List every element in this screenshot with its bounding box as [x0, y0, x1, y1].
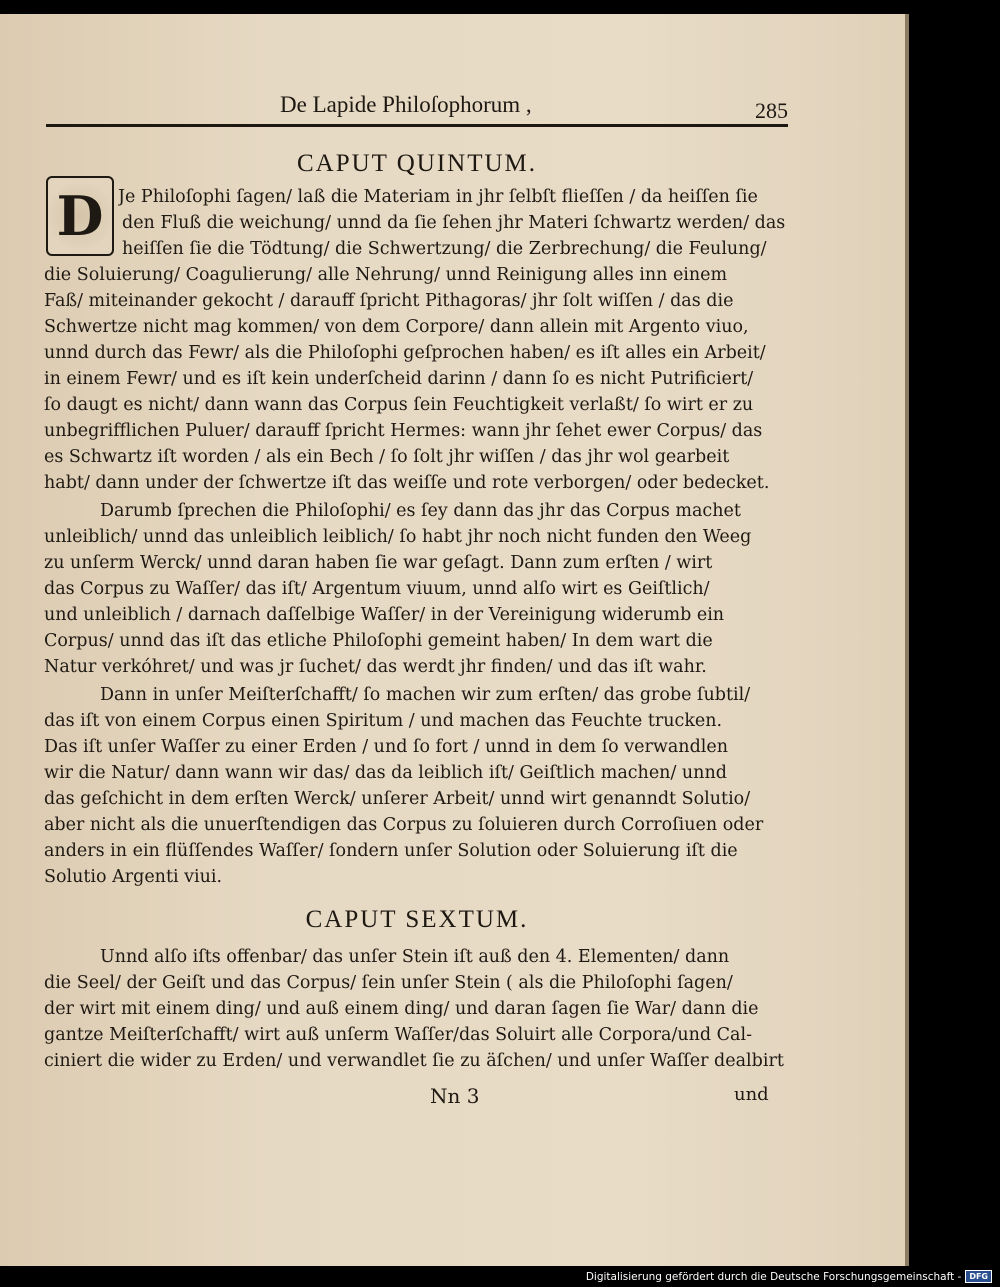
chapter-heading-sextum: CAPUT SEXTUM. — [305, 906, 529, 933]
text-line: Darumb ſprechen die Philoſophi/ es ſey dann das jhr das Corpus machet — [100, 501, 741, 521]
chapter-heading-quintum: CAPUT QUINTUM. — [296, 150, 538, 177]
text-line: das Corpus zu Waſſer/ das iſt/ Argentum viuum, unnd alſo wirt es Geiſtlich/ — [44, 579, 710, 599]
text-line: Schwertze nicht mag kommen/ von dem Corpore/ dann allein mit Argento viuo, — [44, 317, 749, 337]
text-line: Corpus/ unnd das iſt das etliche Philoſophi gemeint haben/ In dem wart die — [44, 631, 713, 651]
text-line: habt/ dann under der ſchwertze iſt das weiſſe und rote verborgen/ oder bedecket. — [44, 473, 770, 493]
text-line: heiſſen ſie die Tödtung/ die Schwertzung/ die Zerbrechung/ die Feulung/ — [122, 239, 767, 259]
text-line: unbegrifflichen Puluer/ darauff ſpricht Hermes: wann jhr ſehet ewer Corpus/ das — [44, 421, 763, 441]
text-line: in einem Fewr/ und es iſt kein underſcheid darinn / dann ſo es nicht Putrificiert/ — [44, 369, 754, 389]
text-line: zu unſerm Werck/ unnd daran haben ſie war geſagt. Dann zum erſten / wirt — [44, 553, 713, 573]
text-line: ciniert die wider zu Erden/ und verwandlet ſie zu äſchen/ und unſer Waſſer dealbirt — [44, 1051, 784, 1071]
head-rule — [46, 124, 788, 127]
footer-text: Digitalisierung gefördert durch die Deutsche Forschungsgemeinschaft - — [585, 1270, 962, 1283]
text-line: und unleiblich / darnach daſſelbige Waſſer/ in der Vereinigung widerumb ein — [44, 605, 725, 625]
text-line: den Fluß die weichung/ unnd da ſie ſehen jhr Materi ſchwartz werden/ das — [122, 213, 786, 233]
catchword: und — [734, 1084, 769, 1105]
text-line: unnd durch das Fewr/ als die Philoſophi geſprochen haben/ es iſt alles ein Arbeit/ — [44, 343, 766, 363]
running-head-title: De Lapide Philoſophorum , — [280, 92, 532, 117]
text-line: ſo daugt es nicht/ dann wann das Corpus ſein Feuchtigkeit verlaßt/ ſo wirt er zu — [44, 395, 754, 415]
running-head — [46, 88, 788, 128]
signature-mark: Nn 3 — [430, 1084, 480, 1108]
page-number: 285 — [755, 98, 788, 123]
text-line: gantze Meiſterſchafft/ wirt auß unſerm Waſſer/das Soluirt alle Corpora/und Cal- — [44, 1025, 752, 1045]
text-line: Natur verkóhret/ und was jr ſuchet/ das werdt jhr finden/ und das iſt wahr. — [44, 657, 707, 677]
text-line: Solutio Argenti viui. — [44, 867, 223, 887]
drop-cap-initial: D — [46, 176, 114, 256]
text-line: unleiblich/ unnd das unleiblich leiblich/ ſo habt jhr noch nicht funden den Weeg — [44, 527, 752, 547]
text-line: die Seel/ der Geiſt und das Corpus/ ſein unſer Stein ( als die Philoſophi ſagen/ — [44, 973, 733, 993]
text-line: aber nicht als die unuerſtendigen das Corpus zu ſoluieren durch Corroſiuen oder — [44, 815, 764, 835]
footer-credit — [586, 1270, 992, 1283]
text-line: das geſchicht in dem erſten Werck/ unſerer Arbeit/ unnd wirt genanndt Solutio/ — [44, 789, 751, 809]
text-line: Je Philoſophi ſagen/ laß die Materiam in jhr ſelbſt flieſſen / da heiſſen ſie — [118, 187, 758, 207]
text-line: Unnd alſo iſts offenbar/ das unſer Stein iſt auß den 4. Elementen/ dann — [100, 947, 730, 967]
text-line: Das iſt unſer Waſſer zu einer Erden / und ſo fort / unnd in dem ſo verwandlen — [44, 737, 729, 757]
page-edge — [905, 14, 909, 1266]
text-line: wir die Natur/ dann wann wir das/ das da leiblich iſt/ Geiſtlich machen/ unnd — [44, 763, 727, 783]
text-line: der wirt mit einem ding/ und auß einem ding/ und daran ſagen ſie War/ dann die — [44, 999, 759, 1019]
text-line: das iſt von einem Corpus einen Spiritum / und machen das Feuchte trucken. — [44, 711, 723, 731]
text-line: die Soluierung/ Coagulierung/ alle Nehrung/ unnd Reinigung alles inn einem — [44, 265, 728, 285]
text-line: Dann in unſer Meiſterſchafft/ ſo machen wir zum erſten/ das grobe ſubtil/ — [100, 685, 751, 705]
text-line: anders in ein flüſſendes Waſſer/ ſondern unſer Solution oder Soluierung iſt die — [44, 841, 738, 861]
text-line: Faß/ miteinander gekocht / darauff ſpricht Pithagoras/ jhr ſolt wiſſen / das die — [44, 291, 734, 311]
dfg-logo-icon: DFG — [965, 1270, 992, 1283]
text-line: es Schwartz iſt worden / als ein Bech / ſo ſolt jhr wiſſen / das jhr wol gearbeit — [44, 447, 730, 467]
